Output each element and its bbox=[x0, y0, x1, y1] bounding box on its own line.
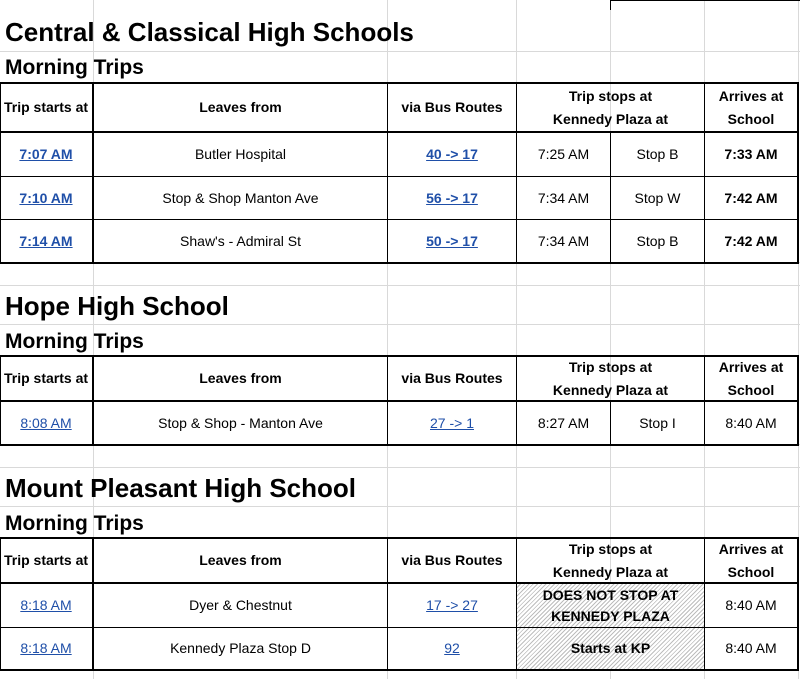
trip-start-link[interactable]: 8:08 AM bbox=[20, 414, 72, 431]
trip-start-link[interactable]: 7:07 AM bbox=[19, 146, 73, 162]
leaves-from: Stop & Shop - Manton Ave bbox=[158, 414, 323, 431]
header-via-routes: via Bus Routes bbox=[401, 552, 503, 568]
header-leaves-from: Leaves from bbox=[199, 99, 282, 115]
header-kp-line1: Trip stops at bbox=[568, 87, 653, 104]
kp-time: 7:34 AM bbox=[537, 232, 590, 249]
bus-routes-link[interactable]: 40 -> 17 bbox=[426, 146, 478, 162]
section-title: Mount Pleasant High School bbox=[5, 473, 357, 503]
kp-time: 7:25 AM bbox=[537, 146, 590, 162]
kp-time: 7:34 AM bbox=[537, 189, 590, 206]
header-arrives bbox=[705, 84, 797, 131]
header-trip-starts: Trip starts at bbox=[3, 552, 89, 568]
header-trip-starts: Trip starts at bbox=[3, 370, 89, 386]
header-kp-line2: Kennedy Plaza at bbox=[552, 563, 669, 580]
header-kennedy-plaza bbox=[517, 84, 704, 131]
bus-routes-link[interactable]: 92 bbox=[444, 640, 460, 656]
header-kp-line1: Trip stops at bbox=[568, 358, 653, 375]
kp-stop: Stop I bbox=[639, 414, 676, 431]
header-arrives bbox=[705, 357, 797, 400]
header-arrives bbox=[705, 539, 797, 582]
kp-stop: Stop W bbox=[634, 189, 681, 206]
header-kp-line2: Kennedy Plaza at bbox=[552, 381, 669, 398]
bus-routes-link[interactable]: 50 -> 17 bbox=[426, 232, 478, 249]
kp-time: 8:27 AM bbox=[537, 414, 590, 431]
arrival-time: 8:40 AM bbox=[725, 640, 777, 656]
trip-start-link[interactable]: 7:10 AM bbox=[19, 189, 73, 206]
arrival-time: 8:40 AM bbox=[725, 414, 777, 431]
header-arrives-line2: School bbox=[727, 563, 775, 580]
section-subtitle: Morning Trips bbox=[5, 512, 144, 535]
header-kp-line2: Kennedy Plaza at bbox=[552, 110, 669, 127]
kp-stop: Stop B bbox=[636, 146, 679, 162]
header-arrives-line1: Arrives at bbox=[718, 87, 784, 104]
header-via-routes: via Bus Routes bbox=[401, 370, 503, 386]
kp-stop: Stop B bbox=[636, 232, 679, 249]
bus-routes-link[interactable]: 56 -> 17 bbox=[426, 189, 478, 206]
section-subtitle: Morning Trips bbox=[5, 56, 144, 79]
trip-start-link[interactable]: 8:18 AM bbox=[20, 597, 72, 613]
bus-routes-link[interactable]: 17 -> 27 bbox=[426, 597, 478, 613]
kp-note: Starts at KP bbox=[517, 628, 704, 669]
header-leaves-from: Leaves from bbox=[199, 370, 282, 386]
header-arrives-line1: Arrives at bbox=[718, 540, 784, 557]
section-subtitle: Morning Trips bbox=[5, 330, 144, 353]
header-arrives-line2: School bbox=[727, 381, 775, 398]
leaves-from: Dyer & Chestnut bbox=[189, 597, 292, 613]
kp-note-line1: DOES NOT STOP AT bbox=[542, 586, 679, 603]
section-title: Hope High School bbox=[5, 291, 229, 321]
trip-start-link[interactable]: 8:18 AM bbox=[20, 640, 72, 656]
header-kennedy-plaza bbox=[517, 539, 704, 582]
arrival-time: 8:40 AM bbox=[725, 597, 777, 613]
header-kennedy-plaza bbox=[517, 357, 704, 400]
arrival-time: 7:42 AM bbox=[724, 189, 778, 206]
header-kp-line1: Trip stops at bbox=[568, 540, 653, 557]
header-arrives-line1: Arrives at bbox=[718, 358, 784, 375]
header-via-routes: via Bus Routes bbox=[401, 99, 503, 115]
bus-routes-link[interactable]: 27 -> 1 bbox=[430, 414, 474, 431]
section-title: Central & Classical High Schools bbox=[5, 17, 414, 47]
header-arrives-line2: School bbox=[727, 110, 775, 127]
arrival-time: 7:42 AM bbox=[724, 232, 778, 249]
header-trip-starts: Trip starts at bbox=[3, 99, 89, 115]
trip-start-link[interactable]: 7:14 AM bbox=[19, 232, 73, 249]
leaves-from: Butler Hospital bbox=[194, 146, 287, 162]
header-leaves-from: Leaves from bbox=[199, 552, 282, 568]
kp-note bbox=[517, 584, 704, 627]
arrival-time: 7:33 AM bbox=[724, 146, 778, 162]
leaves-from: Shaw's - Admiral St bbox=[180, 232, 301, 249]
kp-note-line2: KENNEDY PLAZA bbox=[551, 607, 670, 624]
leaves-from: Kennedy Plaza Stop D bbox=[170, 640, 311, 656]
leaves-from: Stop & Shop Manton Ave bbox=[162, 189, 319, 206]
